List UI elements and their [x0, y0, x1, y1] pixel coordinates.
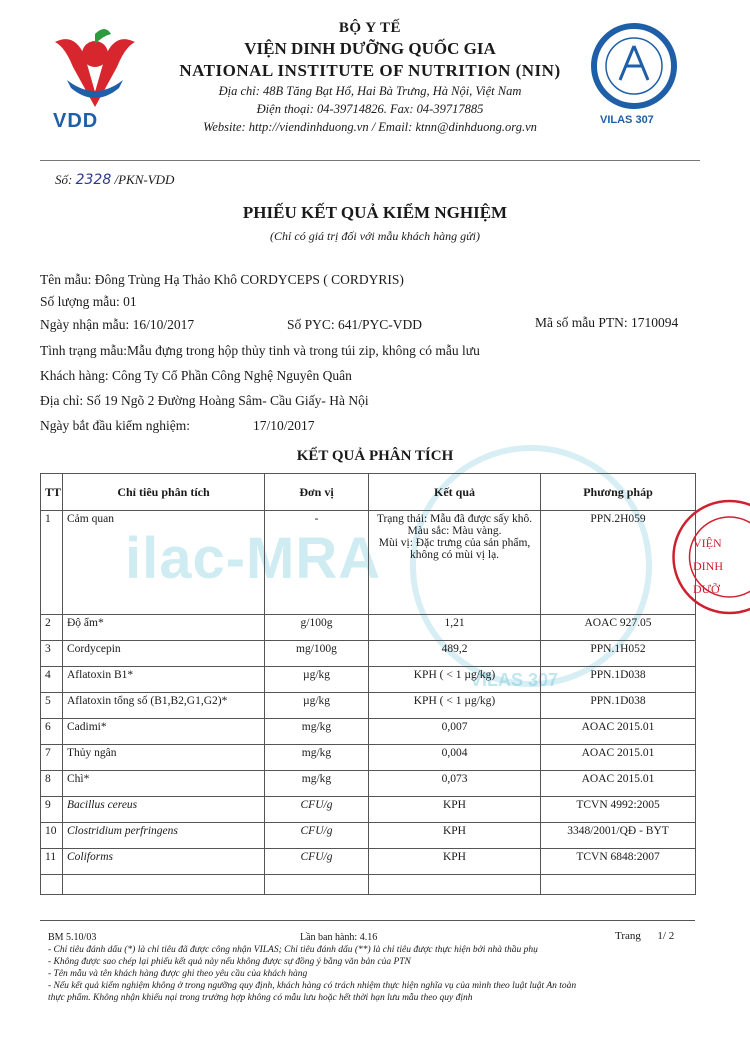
- row-unit: g/100g: [265, 615, 369, 641]
- row-unit: -: [265, 511, 369, 615]
- result-line: Trạng thái: Mẫu đã được sấy khô.: [376, 513, 533, 525]
- row-parameter: Bacillus cereus: [63, 797, 265, 823]
- table-row: [41, 667, 696, 693]
- test-start-label: Ngày bắt đầu kiểm nghiệm:: [40, 418, 190, 433]
- institute-web-email: Website: http://viendinhduong.vn / Email: ktnn@dinhduong.org.vn: [203, 120, 537, 134]
- table-row: [41, 797, 696, 823]
- row-result: 0,004: [369, 745, 541, 771]
- row-tt: 11: [41, 849, 63, 875]
- table-row: [41, 641, 696, 667]
- row-result: 489,2: [369, 641, 541, 667]
- table-row: [41, 511, 696, 615]
- row-method: TCVN 4992:2005: [541, 797, 696, 823]
- ptn-sample-code: Mã số mẫu PTN: 1710094: [535, 315, 679, 330]
- row-tt: 3: [41, 641, 63, 667]
- institute-name-vn: VIỆN DINH DƯỠNG QUỐC GIA: [244, 39, 496, 58]
- customer-address: Địa chỉ: Số 19 Ngõ 2 Đường Hoàng Sâm- Cầu Giấy- Hà Nội: [40, 393, 369, 408]
- pyc-number: Số PYC: 641/PYC-VDD: [287, 317, 423, 332]
- row-unit: µg/kg: [265, 667, 369, 693]
- form-version: Lần ban hành: 4.16: [300, 932, 378, 943]
- form-code: BM 5.10/03: [48, 932, 97, 943]
- row-method: AOAC 927.05: [541, 615, 696, 641]
- row-tt: 8: [41, 771, 63, 797]
- row-method: PPN.2H059: [541, 511, 696, 615]
- header-parameter: Chỉ tiêu phân tích: [63, 474, 265, 511]
- row-result: [369, 511, 541, 615]
- table-row: [41, 745, 696, 771]
- header-block: [150, 20, 590, 135]
- vilas-badge: [586, 22, 686, 134]
- report-number-suffix: /PKN-VDD: [114, 172, 175, 187]
- results-section-title: KẾT QUẢ PHÂN TÍCH: [296, 448, 454, 464]
- row-result: 0,007: [369, 719, 541, 745]
- document-title: PHIẾU KẾT QUẢ KIỂM NGHIỆM: [242, 203, 508, 222]
- results-table: [40, 473, 696, 895]
- header-method: Phương pháp: [541, 474, 696, 511]
- header-divider: [40, 160, 700, 161]
- accreditation-seal-icon: [586, 22, 686, 112]
- row-tt: 7: [41, 745, 63, 771]
- row-result: 1,21: [369, 615, 541, 641]
- table-row: [41, 693, 696, 719]
- stamp-text: [693, 532, 750, 601]
- row-result: KPH: [369, 823, 541, 849]
- row-tt: 5: [41, 693, 63, 719]
- footer-note: - Nếu kết quả kiểm nghiệm không ở trong ngưỡng quy định, khách hàng có trách nhiệm thực hiện nghĩa vụ của mình theo luật luật An toàn: [48, 981, 577, 991]
- row-unit: mg/100g: [265, 641, 369, 667]
- row-method: 3348/2001/QĐ - BYT: [541, 823, 696, 849]
- header-unit: Đơn vị: [265, 474, 369, 511]
- table-row: [41, 771, 696, 797]
- row-tt: 1: [41, 511, 63, 615]
- institute-address: Địa chỉ: 48B Tăng Bạt Hổ, Hai Bà Trưng, Hà Nội, Việt Nam: [218, 84, 522, 98]
- row-method: TCVN 6848:2007: [541, 849, 696, 875]
- row-unit: mg/kg: [265, 771, 369, 797]
- row-parameter: Chì*: [63, 771, 265, 797]
- header-result: Kết quả: [369, 474, 541, 511]
- vilas-watermark: VILAS 307: [470, 670, 559, 690]
- row-tt: 9: [41, 797, 63, 823]
- vdd-logo: [45, 22, 145, 132]
- sample-quantity: Số lượng mẫu: 01: [40, 294, 137, 309]
- ministry-name: BỘ Y TẾ: [338, 20, 402, 36]
- row-unit: CFU/g: [265, 823, 369, 849]
- stamp-line-2: DINH DƯỠ: [693, 559, 723, 596]
- row-tt: 10: [41, 823, 63, 849]
- row-unit: mg/kg: [265, 719, 369, 745]
- vilas-label: VILAS 307: [600, 114, 654, 126]
- vdd-logo-icon: [45, 22, 145, 112]
- table-header-row: [41, 474, 696, 511]
- row-tt: 2: [41, 615, 63, 641]
- footer-note: - Không được sao chép lại phiếu kết quả này nếu không được sự đồng ý bằng văn bản của PTN: [48, 957, 411, 967]
- row-result: KPH: [369, 849, 541, 875]
- row-method: PPN.1D038: [541, 693, 696, 719]
- row-unit: µg/kg: [265, 693, 369, 719]
- footer-note: thực phẩm. Không nhận khiếu nại trong trường hợp không có mẫu lưu hoặc hết thời hạn lưu mẫu theo quy định: [48, 993, 473, 1003]
- institute-name-en: NATIONAL INSTITUTE OF NUTRITION (NIN): [179, 61, 561, 80]
- table-row: [41, 719, 696, 745]
- customer-name: Khách hàng: Công Ty Cổ Phần Công Nghệ Nguyên Quân: [40, 368, 352, 383]
- row-method: AOAC 2015.01: [541, 719, 696, 745]
- logo-text: VDD: [53, 110, 99, 132]
- row-tt: 6: [41, 719, 63, 745]
- result-line: Mùi vị: Đặc trưng của sản phẩm, không có mùi vị lạ.: [378, 537, 531, 561]
- row-result: KPH ( < 1 µg/kg): [369, 667, 541, 693]
- ilac-watermark: ilac-MRA: [125, 526, 382, 591]
- row-unit: CFU/g: [265, 797, 369, 823]
- footer-divider: [40, 920, 695, 921]
- row-tt: 4: [41, 667, 63, 693]
- table-row: [41, 823, 696, 849]
- page-value: 1/ 2: [657, 930, 675, 942]
- row-unit: mg/kg: [265, 745, 369, 771]
- row-parameter: Thủy ngân: [63, 745, 265, 771]
- row-parameter: Aflatoxin B1*: [63, 667, 265, 693]
- footer-note: - Chỉ tiêu đánh dấu (*) là chỉ tiêu đã được công nhận VILAS; Chỉ tiêu đánh dấu (**) là chỉ tiêu được thực hiện bởi nhà thầu phụ: [48, 945, 538, 955]
- footer-note: - Tên mẫu và tên khách hàng được ghi theo yêu cầu của khách hàng: [48, 969, 308, 979]
- row-parameter: Clostridium perfringens: [63, 823, 265, 849]
- footer-notes: [48, 944, 698, 1004]
- sample-name: Tên mẫu: Đông Trùng Hạ Thảo Khô CORDYCEPS ( CORDYRIS): [40, 272, 404, 287]
- institute-phone-fax: Điện thoại: 04-39714826. Fax: 04-39717885: [256, 102, 484, 116]
- row-unit: CFU/g: [265, 849, 369, 875]
- test-start-date: 17/10/2017: [253, 418, 315, 433]
- stamp-line-1: VIỆN: [693, 536, 722, 550]
- row-parameter: Cảm quan: [63, 511, 265, 615]
- table-row: [41, 849, 696, 875]
- row-method: PPN.1D038: [541, 667, 696, 693]
- row-result: KPH: [369, 797, 541, 823]
- report-number-handwritten: 2328: [75, 172, 112, 188]
- row-parameter: Cordycepin: [63, 641, 265, 667]
- received-date: Ngày nhận mẫu: 16/10/2017: [40, 317, 195, 332]
- row-method: AOAC 2015.01: [541, 745, 696, 771]
- row-parameter: Coliforms: [63, 849, 265, 875]
- row-result: 0,073: [369, 771, 541, 797]
- header-tt: TT: [41, 474, 63, 511]
- report-number-label: Số:: [55, 172, 73, 187]
- row-parameter: Cadimi*: [63, 719, 265, 745]
- document-subtitle: (Chỉ có giá trị đối với mẫu khách hàng gửi): [270, 229, 480, 243]
- row-result: KPH ( < 1 µg/kg): [369, 693, 541, 719]
- row-parameter: Độ ẩm*: [63, 615, 265, 641]
- table-row: [41, 615, 696, 641]
- row-method: AOAC 2015.01: [541, 771, 696, 797]
- row-parameter: Aflatoxin tổng số (B1,B2,G1,G2)*: [63, 693, 265, 719]
- report-number: [55, 172, 174, 188]
- page-label: Trang: [615, 930, 641, 942]
- page-number: [615, 930, 674, 942]
- result-line: Màu sắc: Màu vàng.: [407, 525, 502, 537]
- row-method: PPN.1H052: [541, 641, 696, 667]
- sample-condition: Tình trạng mẫu:Mẫu đựng trong hộp thủy tinh và trong túi zip, không có mẫu lưu: [40, 343, 480, 358]
- table-spacer-row: [41, 875, 696, 895]
